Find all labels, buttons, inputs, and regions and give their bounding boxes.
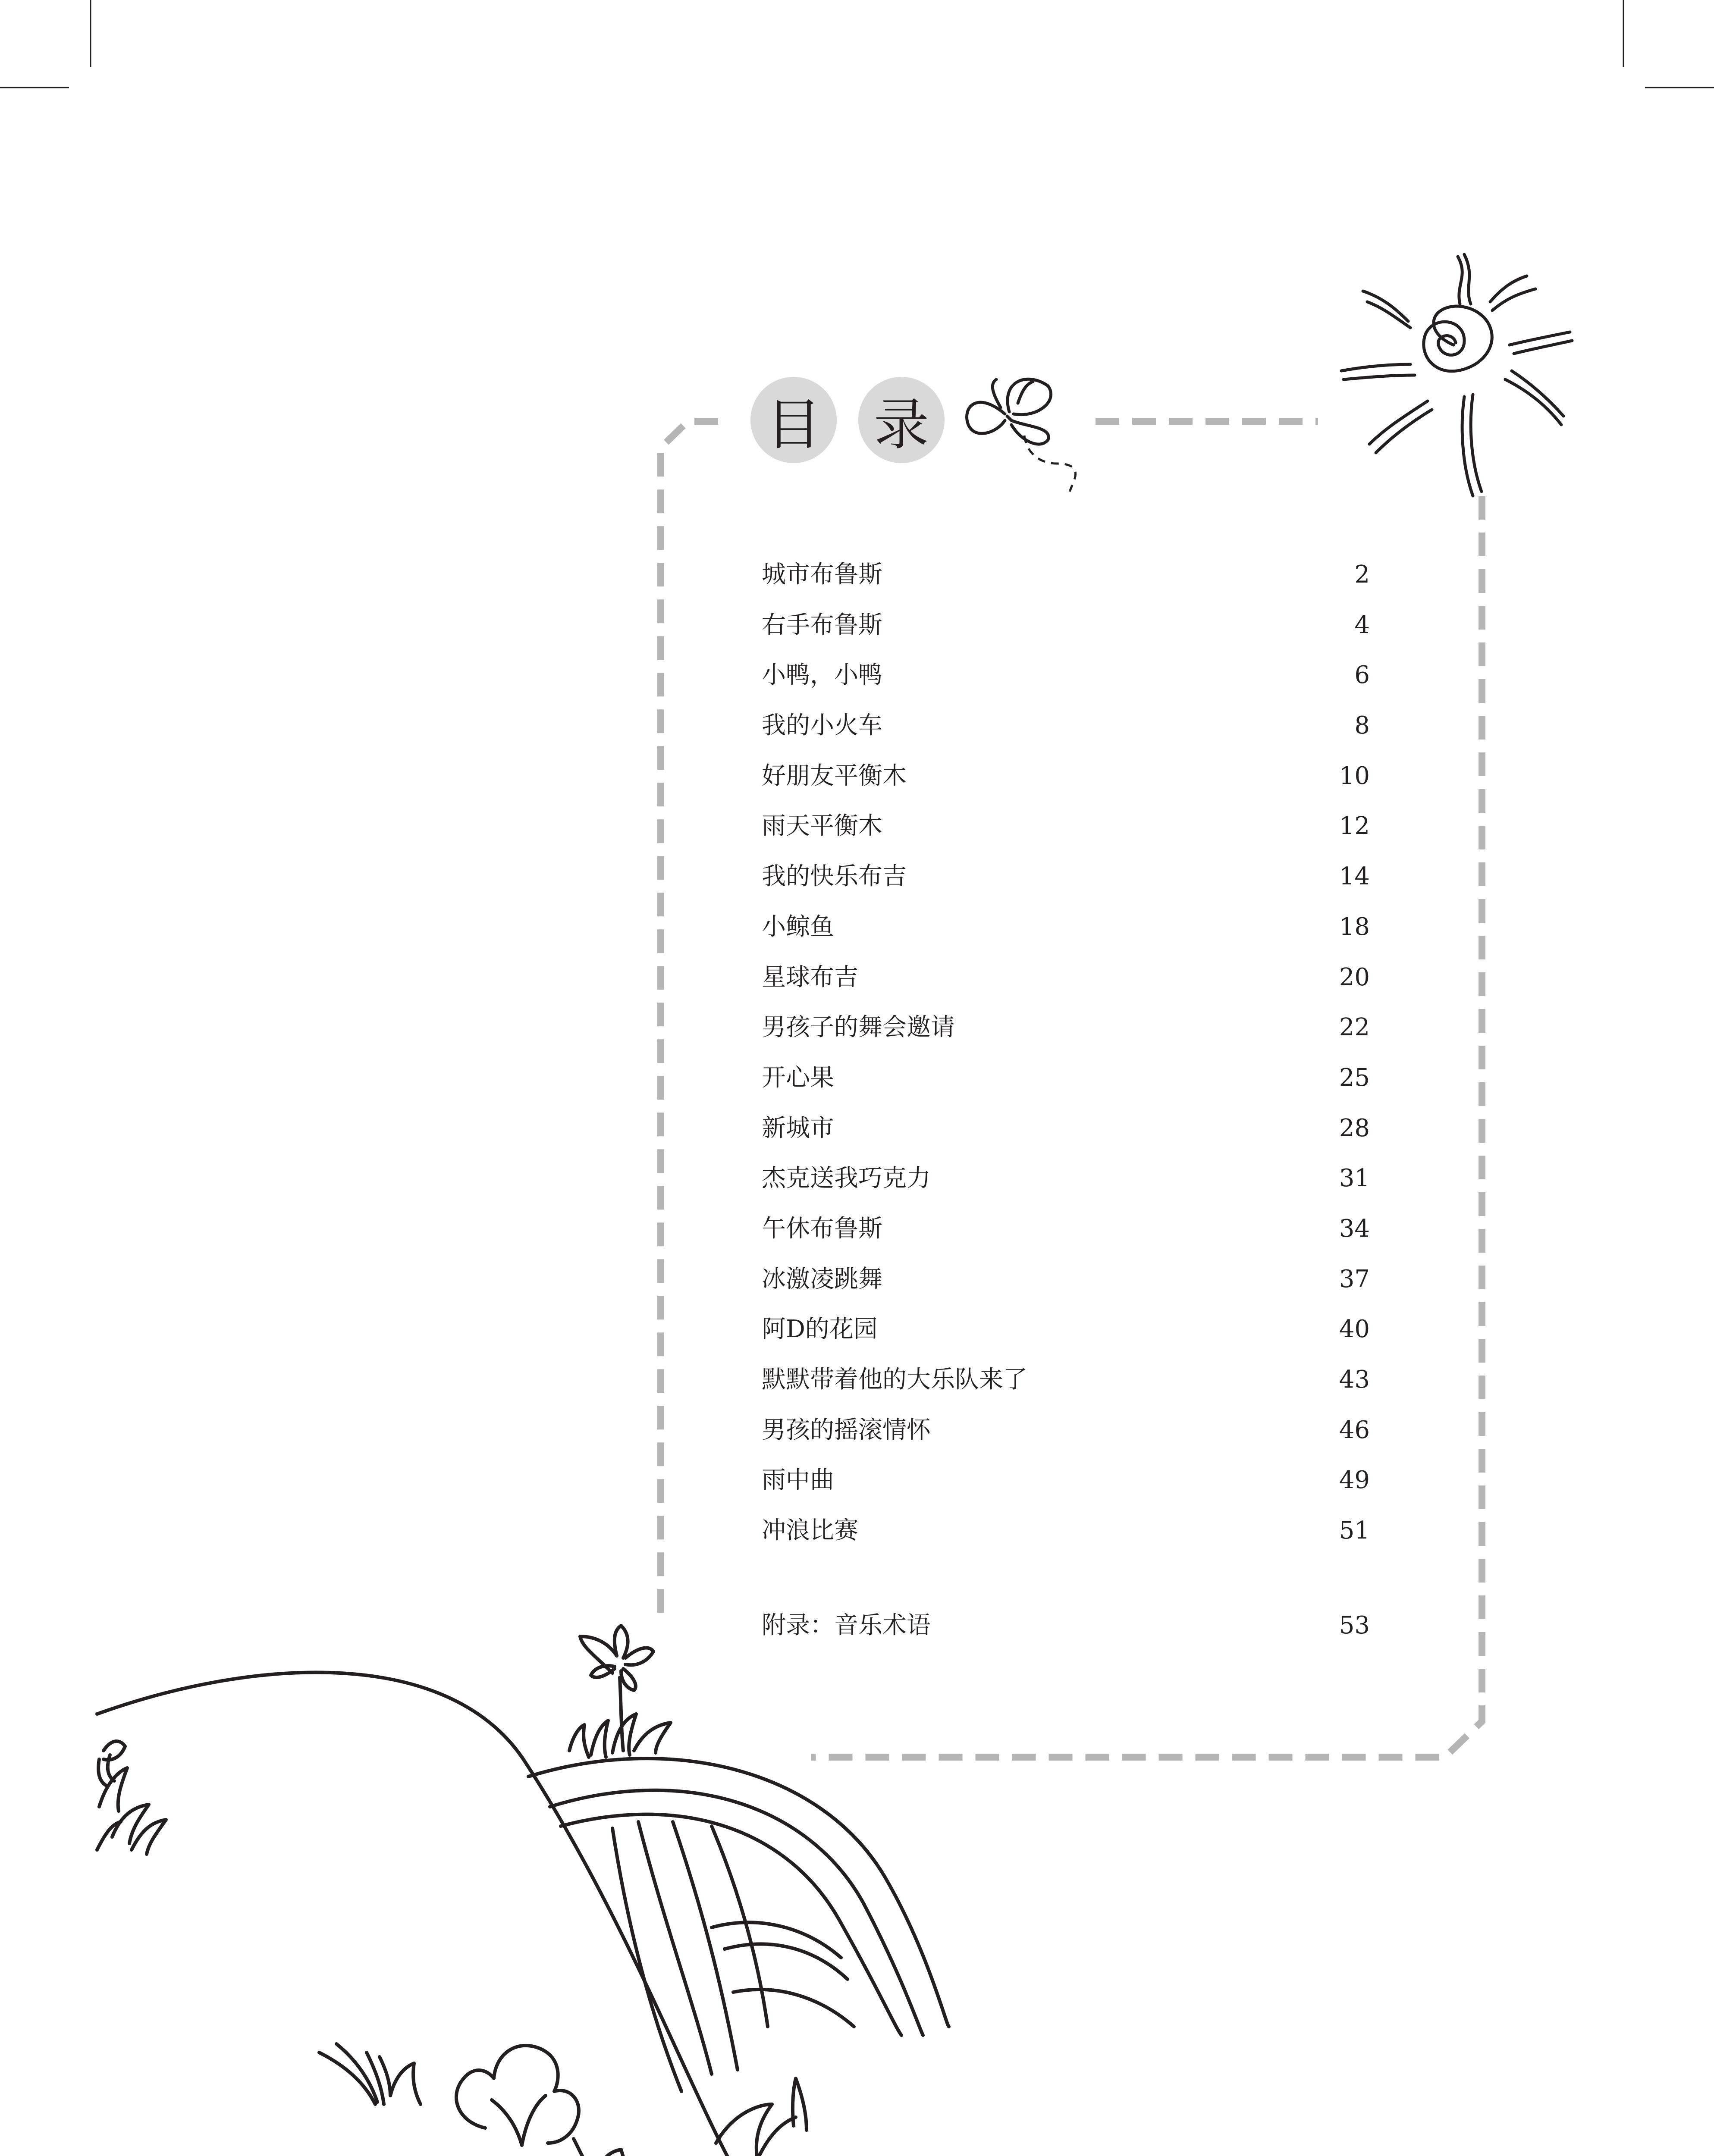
toc-appendix-title: 附录：音乐术语: [762, 1611, 931, 1639]
toc-row[interactable]: [762, 1214, 1370, 1264]
toc-row[interactable]: [762, 1063, 1370, 1113]
toc-appendix-row[interactable]: [762, 1611, 1370, 1641]
title-char-1-text: 目: [766, 393, 821, 457]
toc-row[interactable]: [762, 1113, 1370, 1164]
title-char-2-text: 录: [873, 393, 929, 457]
toc-page-number: 43: [1339, 1366, 1370, 1394]
toc-title: 我的快乐布吉: [762, 862, 907, 891]
toc-row[interactable]: [762, 1365, 1370, 1415]
toc-page-number: 12: [1339, 812, 1370, 840]
toc-title: 男孩的摇滚情怀: [762, 1416, 931, 1444]
toc-row[interactable]: [762, 610, 1370, 661]
toc-page-number: 6: [1354, 661, 1370, 689]
toc-title: 男孩子的舞会邀请: [762, 1013, 955, 1042]
toc-title: 雨天平衡木: [762, 812, 882, 840]
toc-page-number: 2: [1354, 561, 1370, 589]
toc-row[interactable]: [762, 811, 1370, 862]
toc-page-number: 51: [1339, 1517, 1370, 1545]
toc-title: 开心果: [762, 1063, 834, 1092]
toc-title: 好朋友平衡木: [762, 761, 907, 790]
flower-icon: [580, 1626, 653, 1751]
toc-row[interactable]: [762, 1163, 1370, 1214]
toc-title: 城市布鲁斯: [762, 561, 882, 589]
toc-page-number: 10: [1339, 761, 1370, 790]
toc-page-number: 22: [1339, 1013, 1370, 1042]
toc-list: [762, 560, 1370, 1566]
toc-page-number: 18: [1339, 912, 1370, 941]
toc-row[interactable]: [762, 761, 1370, 812]
toc-title: 午休布鲁斯: [762, 1214, 882, 1243]
toc-row[interactable]: [762, 1465, 1370, 1516]
toc-row[interactable]: [762, 1264, 1370, 1315]
toc-page-number: 14: [1339, 862, 1370, 891]
toc-page-number: 37: [1339, 1265, 1370, 1293]
toc-title: 小鲸鱼: [762, 912, 834, 941]
toc-title: 阿D的花园: [762, 1315, 878, 1344]
toc-page-number: 20: [1339, 963, 1370, 991]
toc-row[interactable]: [762, 1012, 1370, 1063]
toc-title: 默默带着他的大乐队来了: [762, 1366, 1027, 1394]
toc-row[interactable]: [762, 962, 1370, 1013]
toc-page-number: 28: [1339, 1114, 1370, 1142]
bush-icon: [456, 2046, 656, 2156]
toc-title: 冲浪比赛: [762, 1517, 858, 1545]
toc-row[interactable]: [762, 1516, 1370, 1566]
toc-page-number: 46: [1339, 1416, 1370, 1444]
toc-row[interactable]: [762, 711, 1370, 761]
grass-icon: [97, 1768, 166, 1854]
toc-row[interactable]: [762, 1314, 1370, 1365]
toc-row[interactable]: [762, 912, 1370, 962]
toc-title: 雨中曲: [762, 1466, 834, 1495]
toc-row[interactable]: [762, 560, 1370, 610]
toc-title: 冰激凌跳舞: [762, 1265, 882, 1293]
toc-row[interactable]: [762, 1415, 1370, 1466]
toc-appendix-page: 53: [1339, 1611, 1370, 1639]
toc-page-number: 8: [1354, 711, 1370, 740]
toc-page-number: 31: [1339, 1164, 1370, 1193]
toc-title: 星球布吉: [762, 963, 858, 991]
toc-page-number: 25: [1339, 1063, 1370, 1092]
hill-outline: [97, 1672, 742, 2156]
toc-title: 新城市: [762, 1114, 834, 1142]
toc-row[interactable]: [762, 660, 1370, 711]
toc-title: 小鸭，小鸭: [762, 661, 882, 689]
flower-icon: [98, 1741, 125, 1785]
toc-page-number: 34: [1339, 1214, 1370, 1243]
toc-page-number: 49: [1339, 1466, 1370, 1495]
toc-title: 右手布鲁斯: [762, 611, 882, 639]
toc-title: 杰克送我巧克力: [762, 1164, 931, 1193]
toc-title: 我的小火车: [762, 711, 882, 740]
toc-row[interactable]: [762, 862, 1370, 912]
toc-page-number: 4: [1354, 611, 1370, 639]
toc-page-number: 40: [1339, 1315, 1370, 1344]
